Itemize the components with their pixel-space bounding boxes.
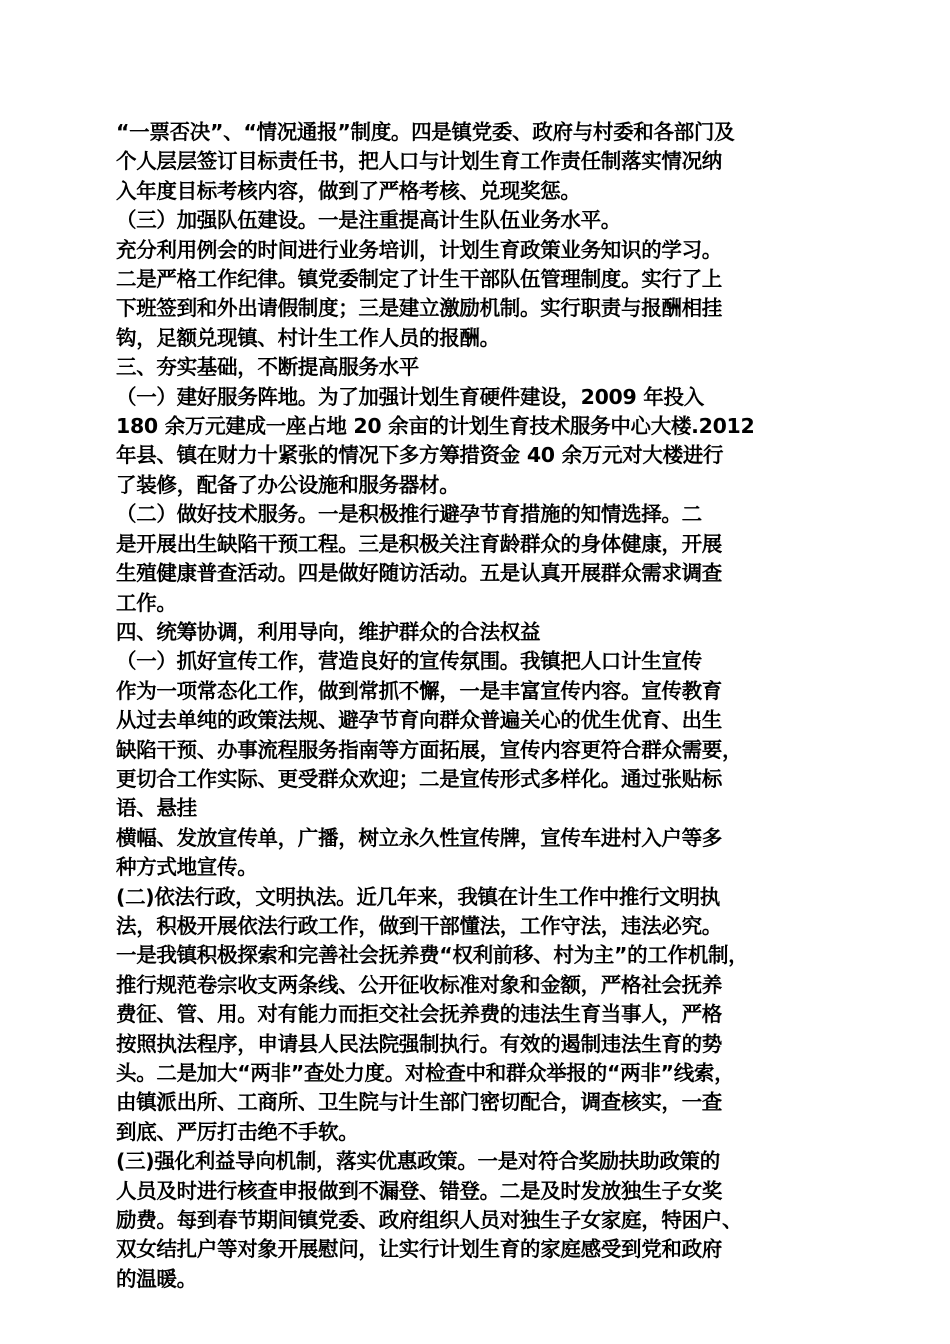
text-line: 推行规范卷宗收支两条线、公开征收标准对象和金额，严格社会抚养 xyxy=(116,972,722,997)
text-line: 费征、管、用。对有能力而拒交社会抚养费的违法生育当事人，严格 xyxy=(116,1002,722,1027)
chapter-heading-3: 三、夯实基础，不断提高服务水平 xyxy=(116,355,419,380)
text-line: 生殖健康普查活动。四是做好随访活动。五是认真开展群众需求调查 xyxy=(116,561,722,586)
section-heading-1: （一）建好服务阵地。为了加强计划生育硬件建设，2009 年投入 xyxy=(116,384,704,409)
text-line: 钩，足额兑现镇、村计生工作人员的报酬。 xyxy=(116,325,500,350)
text-line: 人员及时进行核查申报做到不漏登、错登。二是及时发放独生子女奖 xyxy=(116,1178,722,1203)
text-line: 励费。每到春节期间镇党委、政府组织人员对独生子女家庭，特困户、 xyxy=(116,1208,743,1233)
text-line: 作为一项常态化工作，做到常抓不懈，一是丰富宣传内容。宣传教育 xyxy=(116,678,722,703)
text-line: 180 余万元建成一座占地 20 余亩的计划生育技术服务中心大楼.2012 xyxy=(116,414,755,439)
text-line: 由镇派出所、工商所、卫生院与计生部门密切配合，调查核实，一查 xyxy=(116,1090,722,1115)
text-line: 法，积极开展依法行政工作，做到干部懂法，工作守法，违法必究。 xyxy=(116,913,722,938)
text-line: 横幅、发放宣传单，广播，树立永久性宣传牌，宣传车进村入户等多 xyxy=(116,825,722,850)
text-line: 到底、严厉打击绝不手软。 xyxy=(116,1119,359,1144)
text-line: 种方式地宣传。 xyxy=(116,855,258,880)
section-heading-3: （三）加强队伍建设。一是注重提高计生队伍业务水平。 xyxy=(116,208,621,233)
text-line: 按照执法程序，申请县人民法院强制执行。有效的遏制违法生育的势 xyxy=(116,1031,722,1056)
text-line: 一是我镇积极探索和完善社会抚养费“权利前移、村为主”的工作机制， xyxy=(116,943,749,968)
section-heading-2: (二)依法行政，文明执法。近几年来，我镇在计生工作中推行文明执 xyxy=(116,884,720,909)
text-line: “一票否决”、“情况通报”制度。四是镇党委、政府与村委和各部门及 xyxy=(116,120,735,144)
text-line: 二是严格工作纪律。镇党委制定了计生干部队伍管理制度。实行了上 xyxy=(116,267,722,292)
chapter-heading-4: 四、统筹协调，利用导向，维护群众的合法权益 xyxy=(116,619,541,644)
text-line: 年县、镇在财力十紧张的情况下多方筹措资金 40 余万元对大楼进行 xyxy=(116,443,724,468)
text-line: 是开展出生缺陷干预工程。三是积极关注育龄群众的身体健康，开展 xyxy=(116,531,722,556)
text-line: 充分利用例会的时间进行业务培训，计划生育政策业务知识的学习。 xyxy=(116,237,722,262)
text-line: 缺陷干预、办事流程服务指南等方面拓展，宣传内容更符合群众需要， xyxy=(116,737,743,762)
text-line: 的温暖。 xyxy=(116,1266,197,1291)
text-line: 头。二是加大“两非”查处力度。对检查中和群众举报的“两非”线索， xyxy=(116,1061,735,1085)
text-line: 更切合工作实际、更受群众欢迎；二是宣传形式多样化。通过张贴标 xyxy=(116,766,722,791)
text-line: 下班签到和外出请假制度；三是建立激励机制。实行职责与报酬相挂 xyxy=(116,296,722,321)
text-line: 了装修，配备了办公设施和服务器材。 xyxy=(116,472,460,497)
text-line: 入年度目标考核内容，做到了严格考核、兑现奖惩。 xyxy=(116,178,581,203)
section-heading-1: （一）抓好宣传工作，营造良好的宣传氛围。我镇把人口计生宣传 xyxy=(116,649,702,674)
text-line: 个人层层签订目标责任书，把人口与计划生育工作责任制落实情况纳 xyxy=(116,149,722,174)
text-line: 工作。 xyxy=(116,590,177,615)
text-line: 双女结扎户等对象开展慰问，让实行计划生育的家庭感受到党和政府 xyxy=(116,1237,722,1262)
text-line: 从过去单纯的政策法规、避孕节育向群众普遍关心的优生优育、出生 xyxy=(116,708,722,733)
document-body xyxy=(116,118,851,1294)
text-line: 语、悬挂 xyxy=(116,796,197,821)
section-heading-2: （二）做好技术服务。一是积极推行避孕节育措施的知情选择。二 xyxy=(116,502,702,527)
section-heading-3: (三)强化利益导向机制，落实优惠政策。一是对符合奖励扶助政策的 xyxy=(116,1149,720,1174)
